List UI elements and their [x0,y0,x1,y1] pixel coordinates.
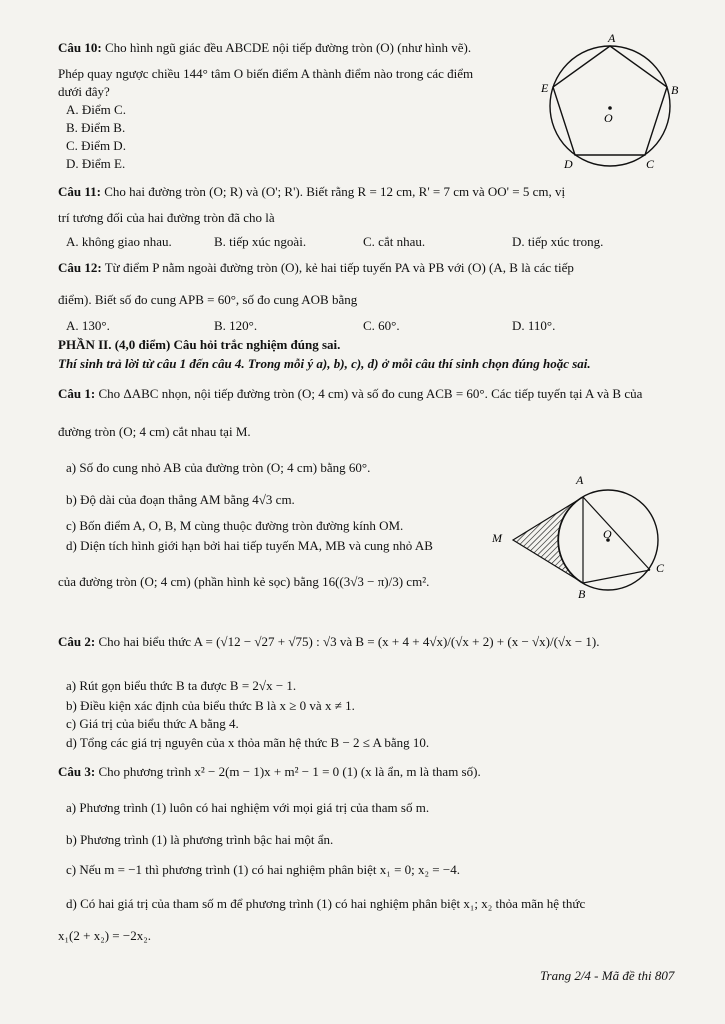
page-footer: Trang 2/4 - Mã đề thi 807 [540,968,675,983]
q11-label: Câu 11: [58,184,101,199]
c3-label: Câu 3: [58,764,96,779]
q10-option-a: A. Điểm C. [66,102,126,117]
c3-line1 [58,764,481,780]
c1-statement-b: b) Độ dài của đoạn thẳng AM bằng 4√3 cm. [66,492,295,507]
c3-statement-a: a) Phương trình (1) luôn có hai nghiệm với mọi giá trị của tham số m. [66,800,430,815]
c3-statement-d1: d) Có hai giá trị của tham số m để phương trình (1) có hai nghiệm phân biệt x₁; x₂ thỏa mãn hệ thức [66,896,586,911]
c2-line1 [58,634,599,650]
c2-text1: Cho hai biểu thức A = (√12 − √27 + √75) : √3 và B = (x + 4 + 4√x)/(√x + 2) + (x − √x)/(√x − 1). [98,634,600,649]
fig-label-c: C [656,561,665,575]
label-e: E [541,81,549,95]
q12-text1: Từ điểm P nằm ngoài đường tròn (O), kẻ hai tiếp tuyến PA và PB với (O) (A, B là các tiếp [104,260,574,275]
c1-line2: đường tròn (O; 4 cm) cắt nhau tại M. [58,424,251,439]
q11-line2: trí tương đối của hai đường tròn đã cho là [58,210,275,225]
c1-text1: Cho ΔABC nhọn, nội tiếp đường tròn (O; 4 cm) và số đo cung ACB = 60°. Các tiếp tuyến tại A và B của [98,386,643,401]
part2-title: PHẦN II. (4,0 điểm) Câu hỏi trắc nghiệm đúng sai. [58,337,341,352]
pentagon-figure [538,30,688,180]
side-bc [583,570,650,583]
q11-line1 [58,184,565,200]
q11-text1: Cho hai đường tròn (O; R) và (O'; R'). Biết rằng R = 12 cm, R' = 7 cm và OO' = 5 cm, vị [104,184,566,199]
fig-label-a: A [576,473,584,487]
center-point [608,106,612,110]
label-b: B [671,83,679,97]
q11-option-c: C. cắt nhau. [363,234,426,249]
q10-option-d: D. Điểm E. [66,156,126,171]
c1-statement-c: c) Bốn điểm A, O, B, M cùng thuộc đường tròn đường kính OM. [66,518,404,533]
label-c: C [646,157,655,171]
side-ac [583,497,650,570]
hatched-region [513,497,583,583]
q12-option-c: C. 60°. [363,318,400,333]
c2-statement-b: b) Điều kiện xác định của biểu thức B là x ≥ 0 và x ≠ 1. [66,698,355,713]
c2-statement-d: d) Tổng các giá trị nguyên của x thỏa mãn hệ thức B − 2 ≤ A bằng 10. [66,735,430,750]
q11-option-a: A. không giao nhau. [66,234,172,249]
c1-label: Câu 1: [58,386,96,401]
q12-line2: điểm). Biết số đo cung APB = 60°, số đo cung AOB bằng [58,292,358,307]
q10-label: Câu 10: [58,40,102,55]
tangent-figure [490,472,690,602]
fig-label-o: O [603,527,612,541]
c1-statement-d2: của đường tròn (O; 4 cm) (phần hình kẻ sọc) bằng 16((3√3 − π)/3) cm². [58,574,430,589]
c2-statement-a: a) Rút gọn biểu thức B ta được B = 2√x − 1. [66,678,297,693]
q12-option-a: A. 130°. [66,318,110,333]
part2-instruction: Thí sinh trả lời từ câu 1 đến câu 4. Trong mỗi ý a), b), c), d) ở mỗi câu thí sinh chọn đúng hoặc sai. [58,356,591,371]
q10-option-c: C. Điểm D. [66,138,126,153]
label-o: O [604,111,613,125]
q10-line3: dưới đây? [58,84,110,99]
q10-text1: Cho hình ngũ giác đều ABCDE nội tiếp đường tròn (O) (như hình vẽ). [104,40,472,55]
q12-line1 [58,260,574,276]
c3-text1: Cho phương trình x² − 2(m − 1)x + m² − 1 = 0 (1) (x là ẩn, m là tham số). [98,764,481,779]
c3-statement-c: c) Nếu m = −1 thì phương trình (1) có hai nghiệm phân biệt x₁ = 0; x₂ = −4. [66,862,460,877]
c1-statement-a: a) Số đo cung nhỏ AB của đường tròn (O; 4 cm) bằng 60°. [66,460,371,475]
q10-line1 [58,40,471,56]
q12-option-b: B. 120°. [214,318,258,333]
c2-label: Câu 2: [58,634,96,649]
q10-option-b: B. Điểm B. [66,120,126,135]
c1-statement-d1: d) Diện tích hình giới hạn bởi hai tiếp tuyến MA, MB và cung nhỏ AB [66,538,433,553]
q11-option-b: B. tiếp xúc ngoài. [214,234,307,249]
c3-statement-b: b) Phương trình (1) là phương trình bậc hai một ẩn. [66,832,334,847]
fig-label-b: B [578,587,586,601]
label-d: D [564,157,573,171]
circle-o [550,46,670,166]
label-a: A [608,31,616,45]
c3-statement-d2: x₁(2 + x₂) = −2x₂. [58,928,151,943]
q10-line2: Phép quay ngược chiều 144° tâm O biến điểm A thành điểm nào trong các điểm [58,66,474,81]
q11-option-d: D. tiếp xúc trong. [512,234,604,249]
fig-label-m: M [492,531,502,545]
q12-option-d: D. 110°. [512,318,556,333]
pentagon-abcde [553,46,667,155]
c2-statement-c: c) Giá trị của biểu thức A bằng 4. [66,716,239,731]
c1-line1 [58,386,642,402]
q12-label: Câu 12: [58,260,102,275]
